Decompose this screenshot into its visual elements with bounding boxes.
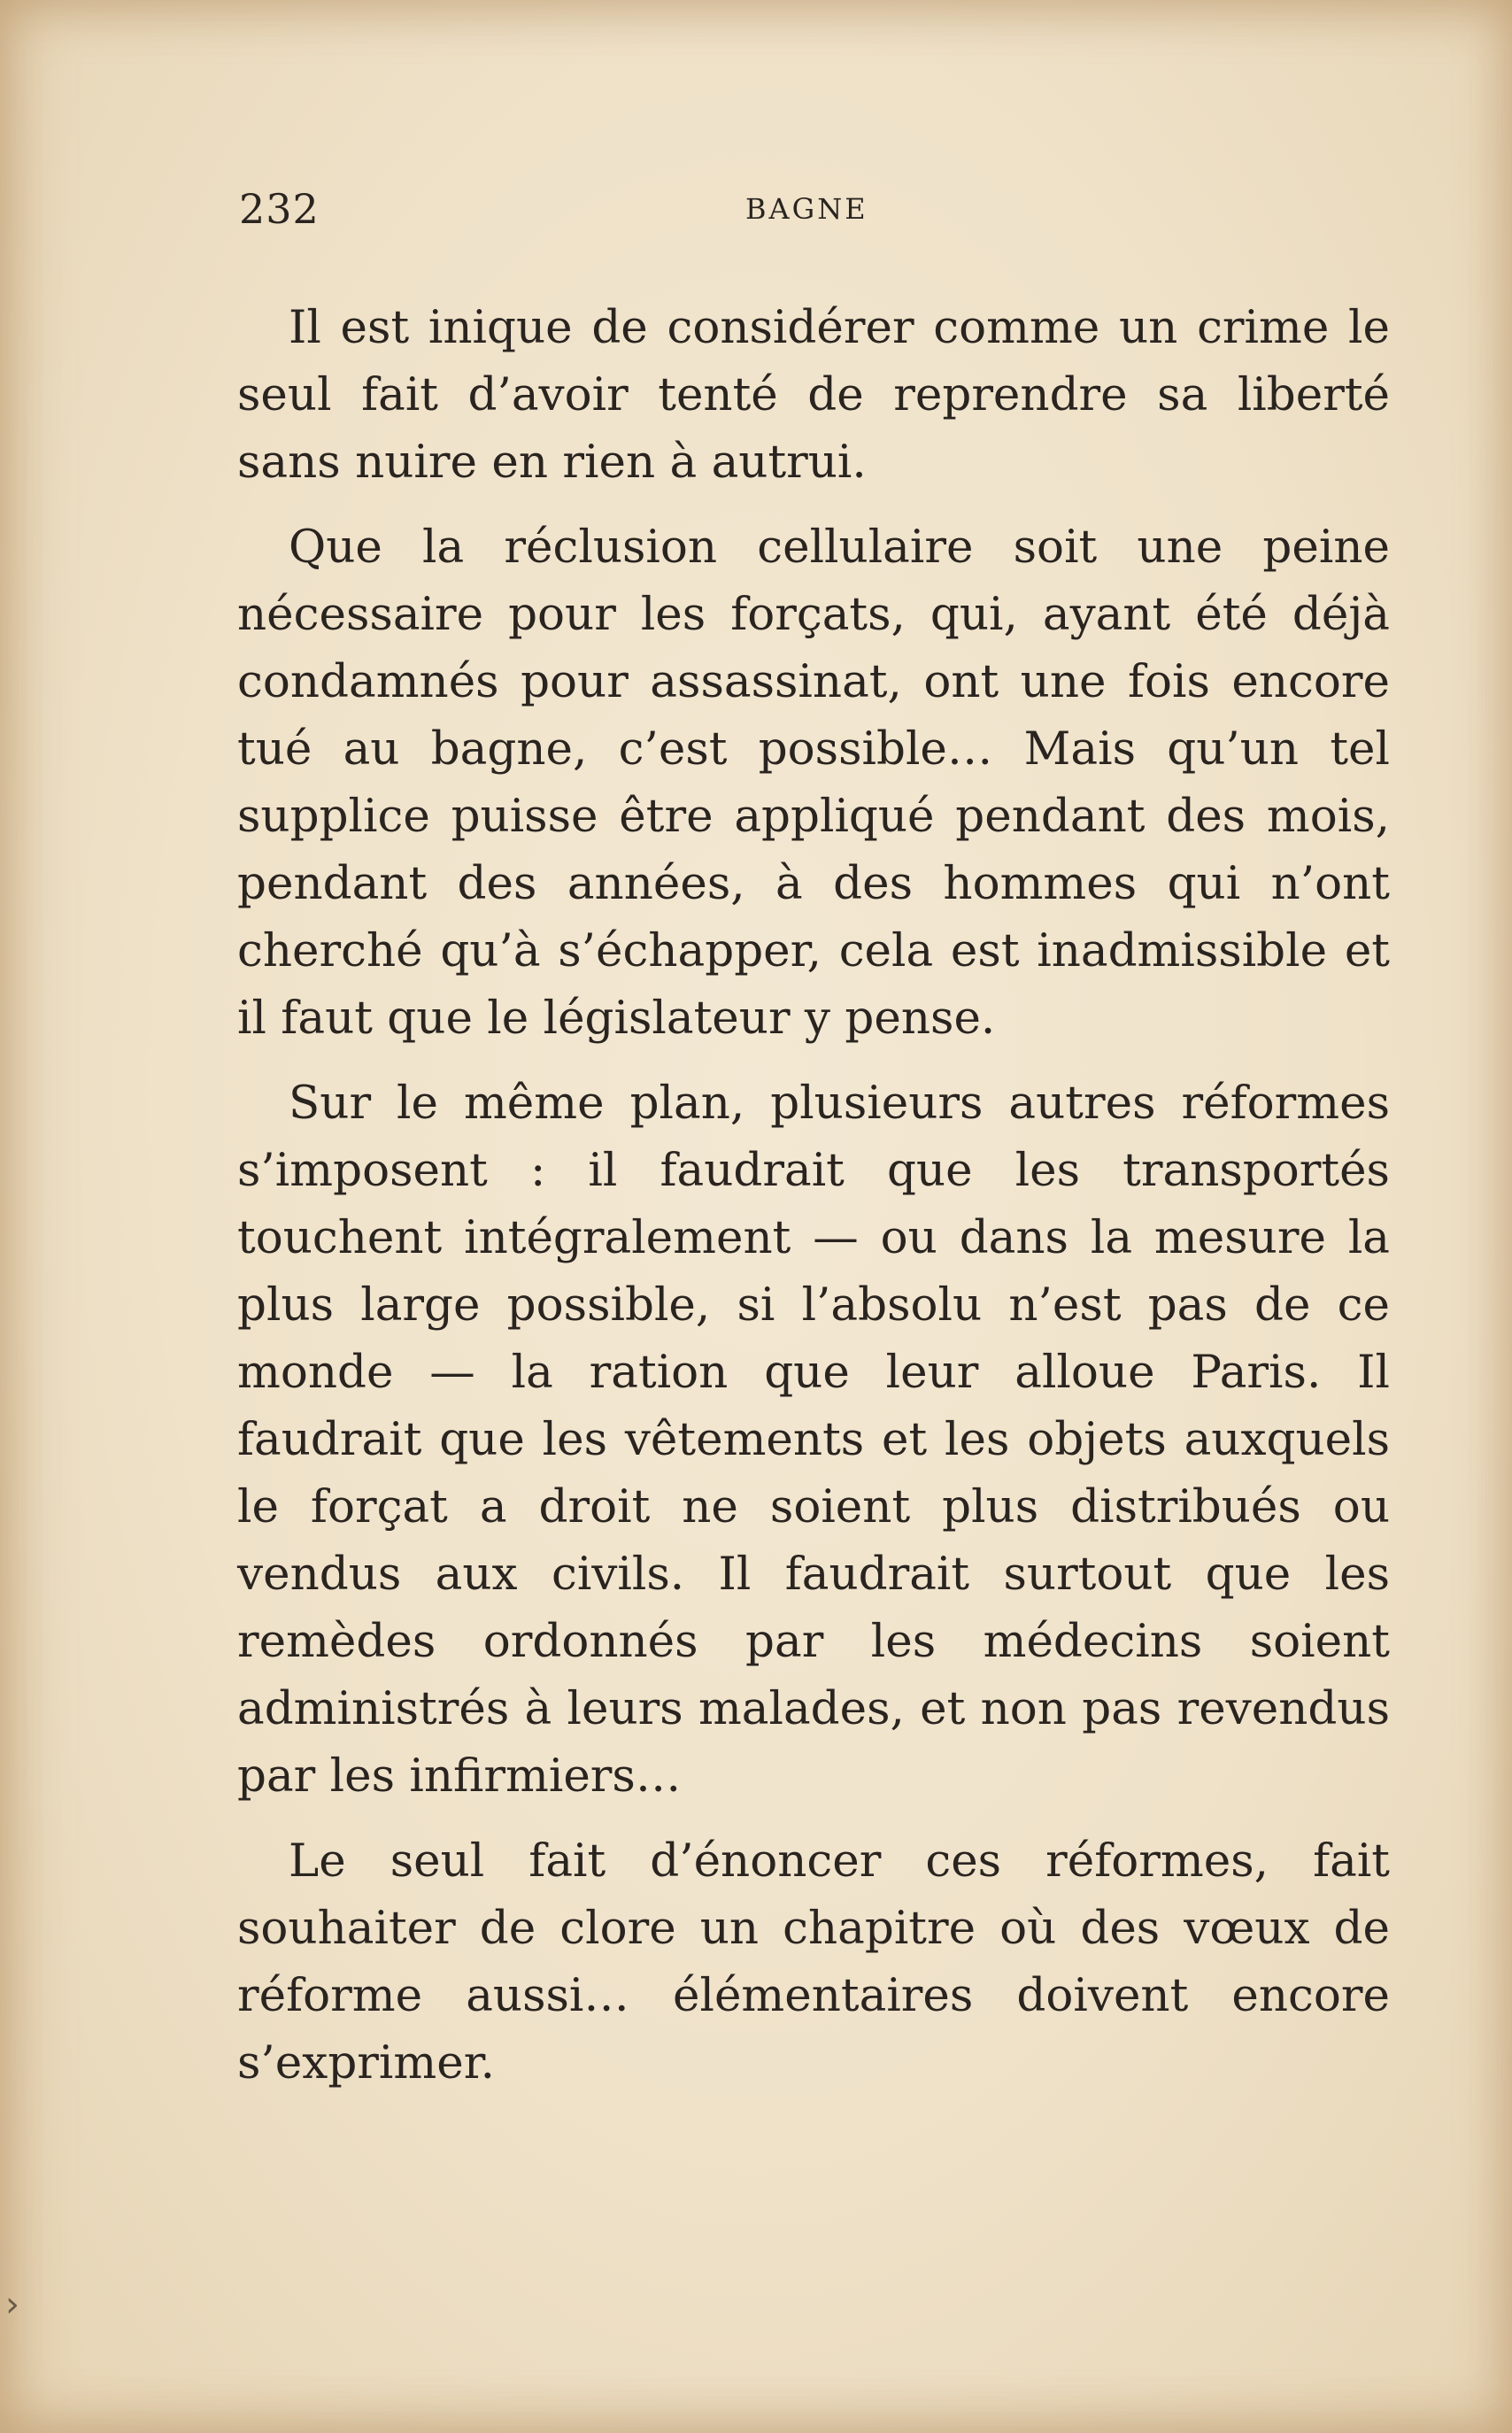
paragraph-1: Il est inique de considérer comme un crime le seul fait d’avoir tenté de reprendre sa liberté sans nuire en rien à autrui. bbox=[237, 301, 1390, 489]
paragraph-3: Sur le même plan, plusieurs autres réformes s’imposent : il faudrait que les transportés touchent intégralement — ou dans la mesure la plus large possible, si l’absolu n’est pas de ce monde — la ration que leur alloue Paris. Il faudrait que les vêtements et les objets auxquels le forçat a droit ne soient plus distribués ou vendus aux civils. Il faudrait surtout que les remèdes ordonnés par les médecins soient administrés à leurs malades, et non pas revendus par les infirmiers… bbox=[237, 1077, 1390, 1803]
margin-mark: › bbox=[5, 2284, 19, 2325]
paragraph-2: Que la réclusion cellulaire soit une peine nécessaire pour les forçats, qui, ayant été déjà condamnés pour assassinat, ont une fois encore tué au bagne, c’est possible… Mais qu’un tel supplice puisse être appliqué pendant des mois, pendant des années, à des hommes qui n’ont cherché qu’à s’échapper, cela est inadmissible et il faut que le législateur y pense. bbox=[237, 521, 1390, 1045]
running-title: BAGNE bbox=[745, 192, 868, 226]
page-number: 232 bbox=[239, 185, 320, 233]
page-header bbox=[239, 174, 1390, 244]
paragraph-4: Le seul fait d’énoncer ces réformes, fait souhaiter de clore un chapitre où des vœux de réforme aussi… élémentaires doivent encore s’exprimer. bbox=[237, 1834, 1390, 2089]
body-text bbox=[237, 294, 1390, 2114]
